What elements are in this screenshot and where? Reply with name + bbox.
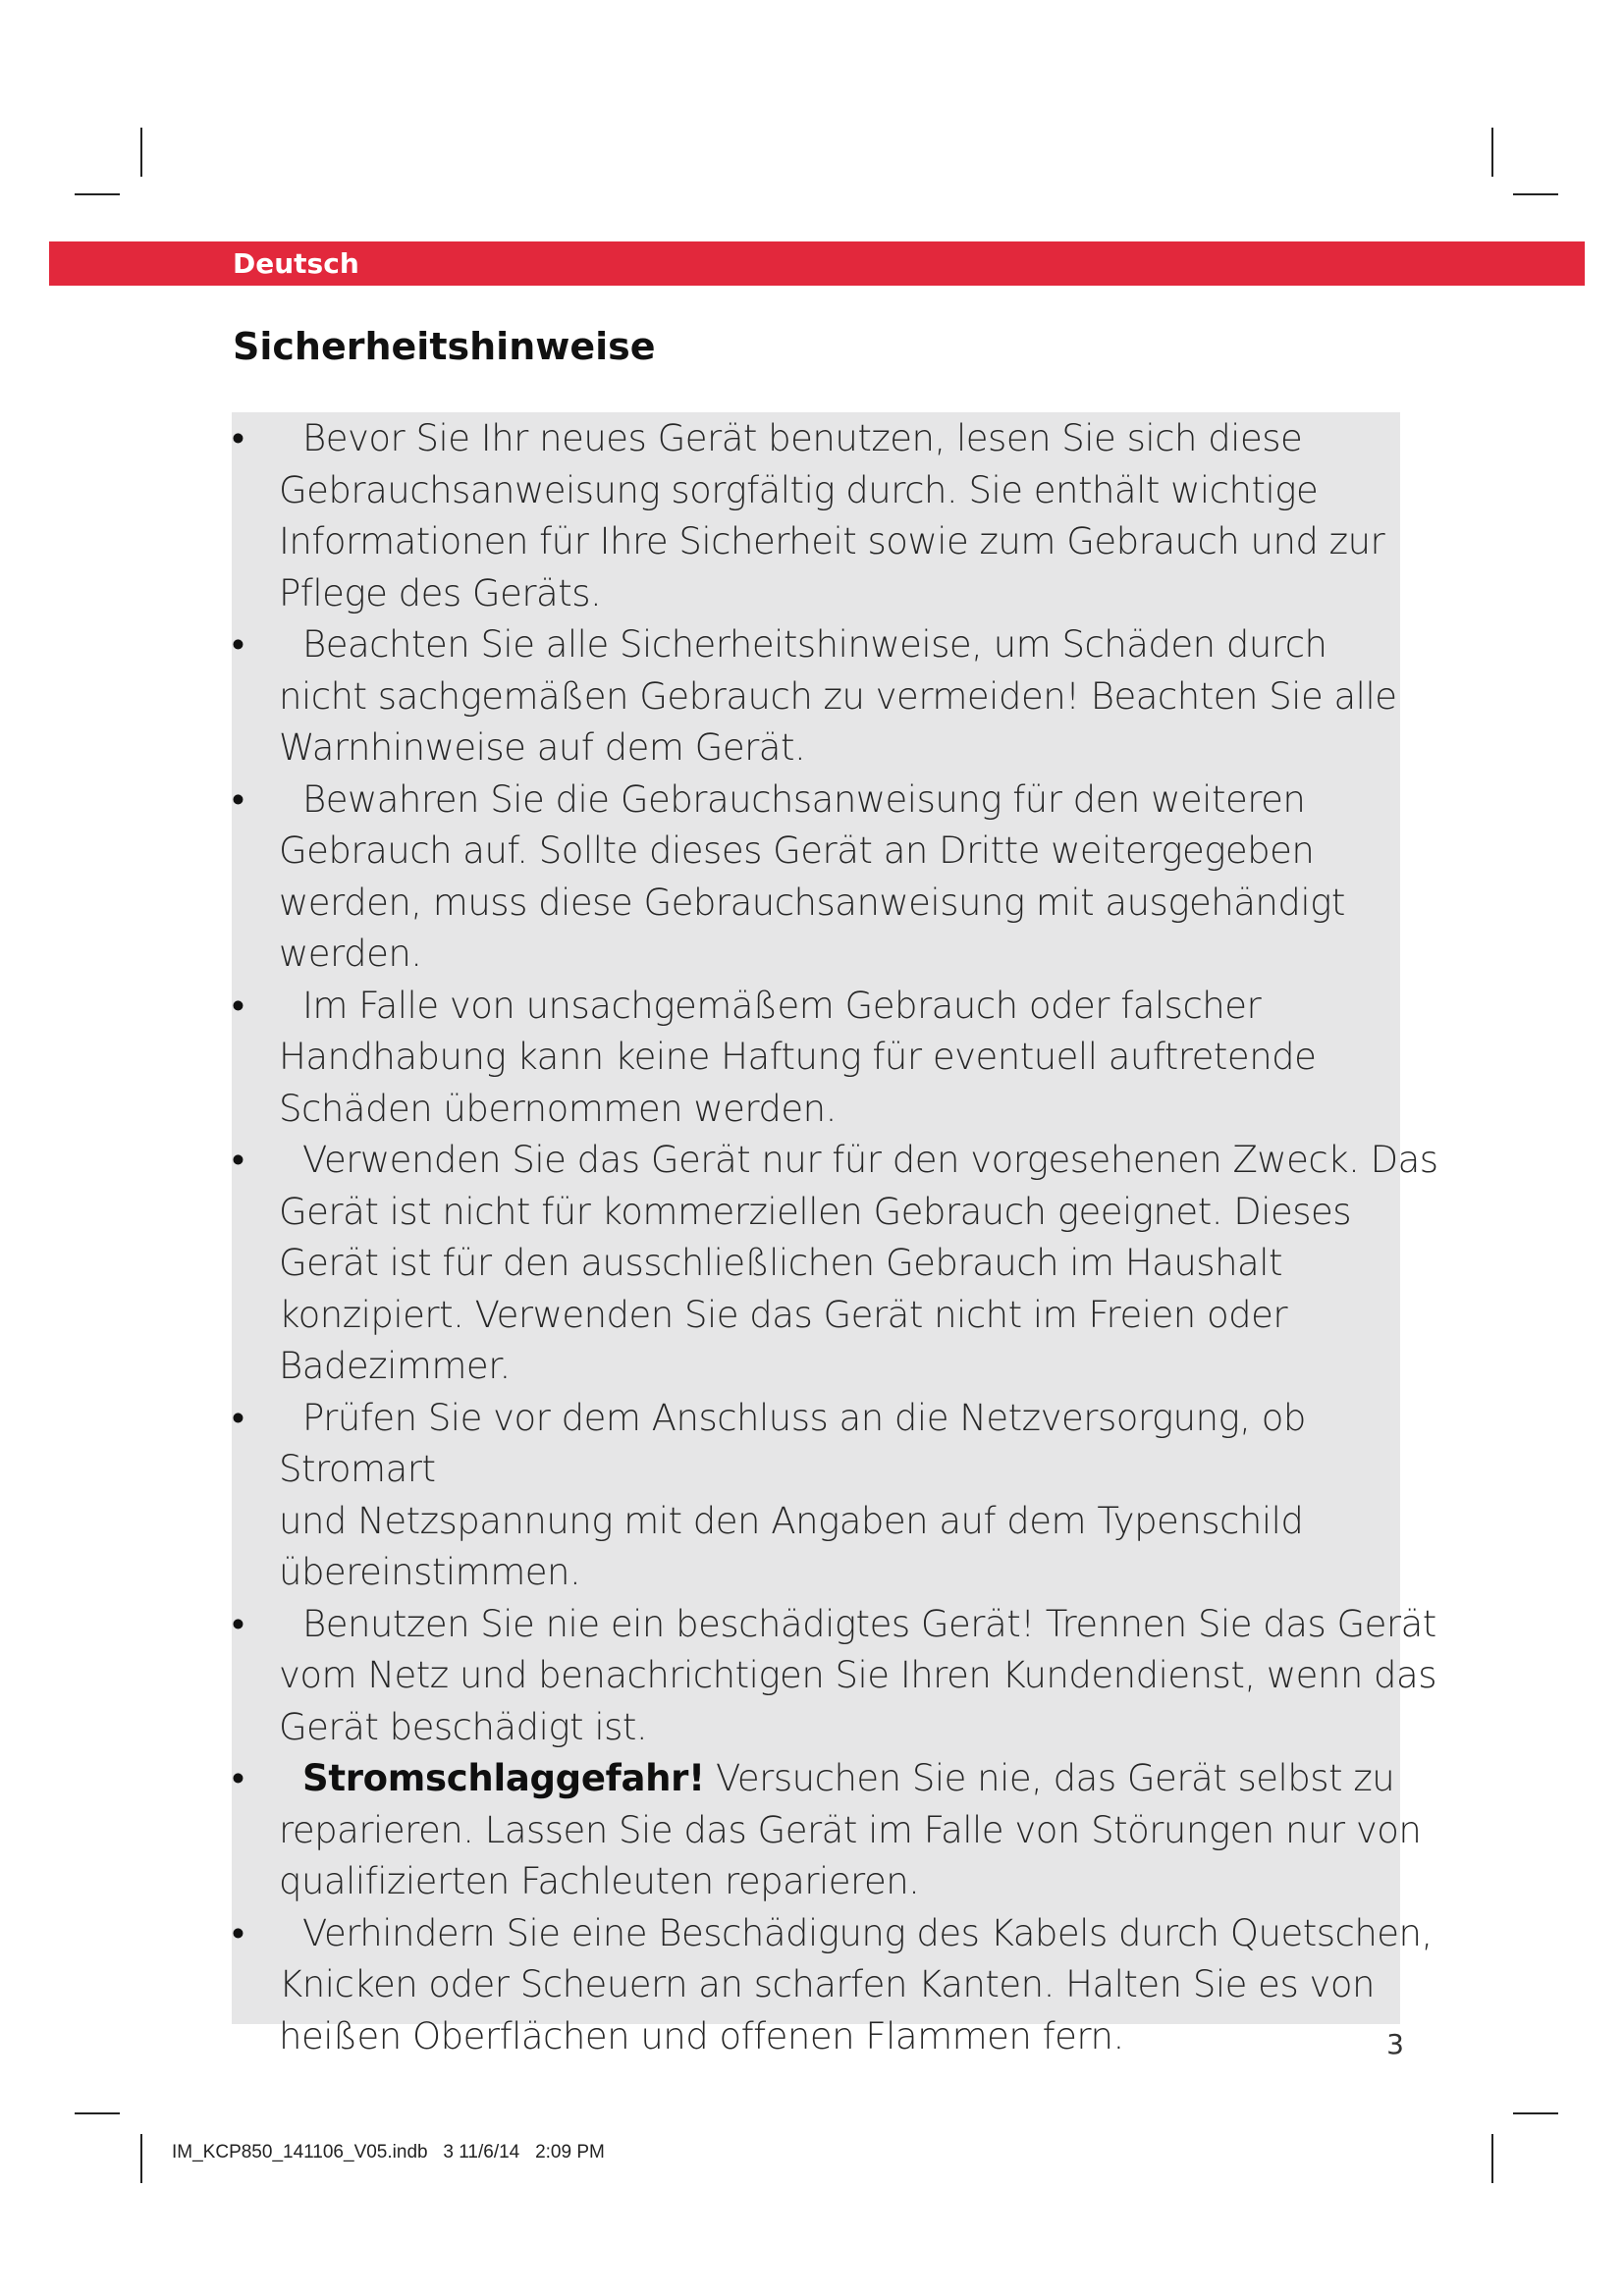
crop-mark-top-right-h [1513, 193, 1558, 195]
item-text: vom Netz und benachrichtigen Sie Ihren Kundendienst, wenn das Gerät beschädigt ist. [279, 1654, 1436, 1748]
bullet-icon: • [232, 1139, 244, 1181]
crop-mark-top-right [1491, 128, 1493, 177]
item-lead: Bewahren Sie die Gebrauchsanweisung für den weiteren [302, 777, 1306, 821]
warning-strong: Stromschlaggefahr! [302, 1757, 705, 1799]
item-lead: Beachten Sie alle Sicherheitshinweise, um Schäden durch [302, 623, 1327, 666]
file-info: IM_KCP850_141106_V05.indb 3 11/6/14 2:09 PM [172, 2142, 605, 2163]
language-label: Deutsch [233, 247, 359, 280]
bullet-icon: • [232, 1396, 244, 1439]
item-text: reparieren. Lassen Sie das Gerät im Falle von Störungen nur von qualifizierten Fachleuten reparieren. [279, 1808, 1422, 1902]
bullet-icon: • [232, 984, 244, 1027]
list-item [232, 1393, 1439, 1599]
safety-list [232, 413, 1439, 2062]
item-text: Knicken oder Scheuern an scharfen Kanten. Halten Sie es von heißen Oberflächen und offenen Flammen fern. [279, 1963, 1375, 2057]
list-item [232, 1908, 1439, 2063]
list-item [232, 1135, 1439, 1393]
bullet-icon: • [232, 1757, 244, 1799]
bullet-icon: • [232, 417, 244, 459]
item-lead: Benutzen Sie nie ein beschädigtes Gerät! Trennen Sie das Gerät [302, 1602, 1436, 1645]
page-number: 3 [1386, 2028, 1404, 2060]
item-text: und Netzspannung mit den Angaben auf dem Typenschild übereinstimmen. [279, 1499, 1304, 1593]
list-item [232, 413, 1439, 619]
list-item [232, 1599, 1439, 1754]
item-text: Gebrauchsanweisung sorgfältig durch. Sie enthält wichtige Informationen für Ihre Sicherheit sowie zum Gebrauch und zur Pflege des Geräts. [279, 468, 1385, 614]
crop-mark-bottom-right [1491, 2134, 1493, 2183]
crop-mark-top-left [140, 128, 142, 177]
list-item [232, 774, 1439, 981]
bullet-icon: • [232, 1911, 244, 1954]
item-lead: Verwenden Sie das Gerät nur für den vorgesehenen Zweck. Das [302, 1139, 1438, 1181]
list-item [232, 619, 1439, 774]
item-text: Gerät ist nicht für kommerziellen Gebrauch geeignet. Dieses Gerät ist für den ausschließlichen Gebrauch im Haushalt konzipiert. Verwenden Sie das Gerät nicht im Freien oder Badezimmer. [279, 1190, 1352, 1387]
item-lead: Versuchen Sie nie, das Gerät selbst zu [715, 1757, 1395, 1799]
crop-mark-top-left-h [75, 193, 120, 195]
section-title: Sicherheitshinweise [233, 325, 656, 368]
crop-mark-bottom-left-h [75, 2112, 120, 2114]
bullet-icon: • [232, 777, 244, 821]
bullet-icon: • [232, 1602, 244, 1645]
item-text: Gebrauch auf. Sollte dieses Gerät an Dritte weitergegeben werden, muss diese Gebrauchsanweisung mit ausgehändigt werden. [279, 829, 1345, 975]
item-text: Handhabung kann keine Haftung für eventuell auftretende Schäden übernommen werden. [279, 1036, 1317, 1130]
item-lead: Bevor Sie Ihr neues Gerät benutzen, lesen Sie sich diese [302, 417, 1303, 459]
item-lead: Verhindern Sie eine Beschädigung des Kabels durch Quetschen, [302, 1911, 1433, 1954]
list-item [232, 1753, 1439, 1908]
crop-mark-bottom-right-h [1513, 2112, 1558, 2114]
item-lead: Im Falle von unsachgemäßem Gebrauch oder falscher [302, 984, 1262, 1027]
item-text: nicht sachgemäßen Gebrauch zu vermeiden! Beachten Sie alle Warnhinweise auf dem Gerät. [279, 674, 1397, 769]
bullet-icon: • [232, 623, 244, 666]
crop-mark-bottom-left [140, 2134, 142, 2183]
list-item [232, 981, 1439, 1136]
item-lead: Prüfen Sie vor dem Anschluss an die Netzversorgung, ob Stromart [279, 1396, 1306, 1490]
